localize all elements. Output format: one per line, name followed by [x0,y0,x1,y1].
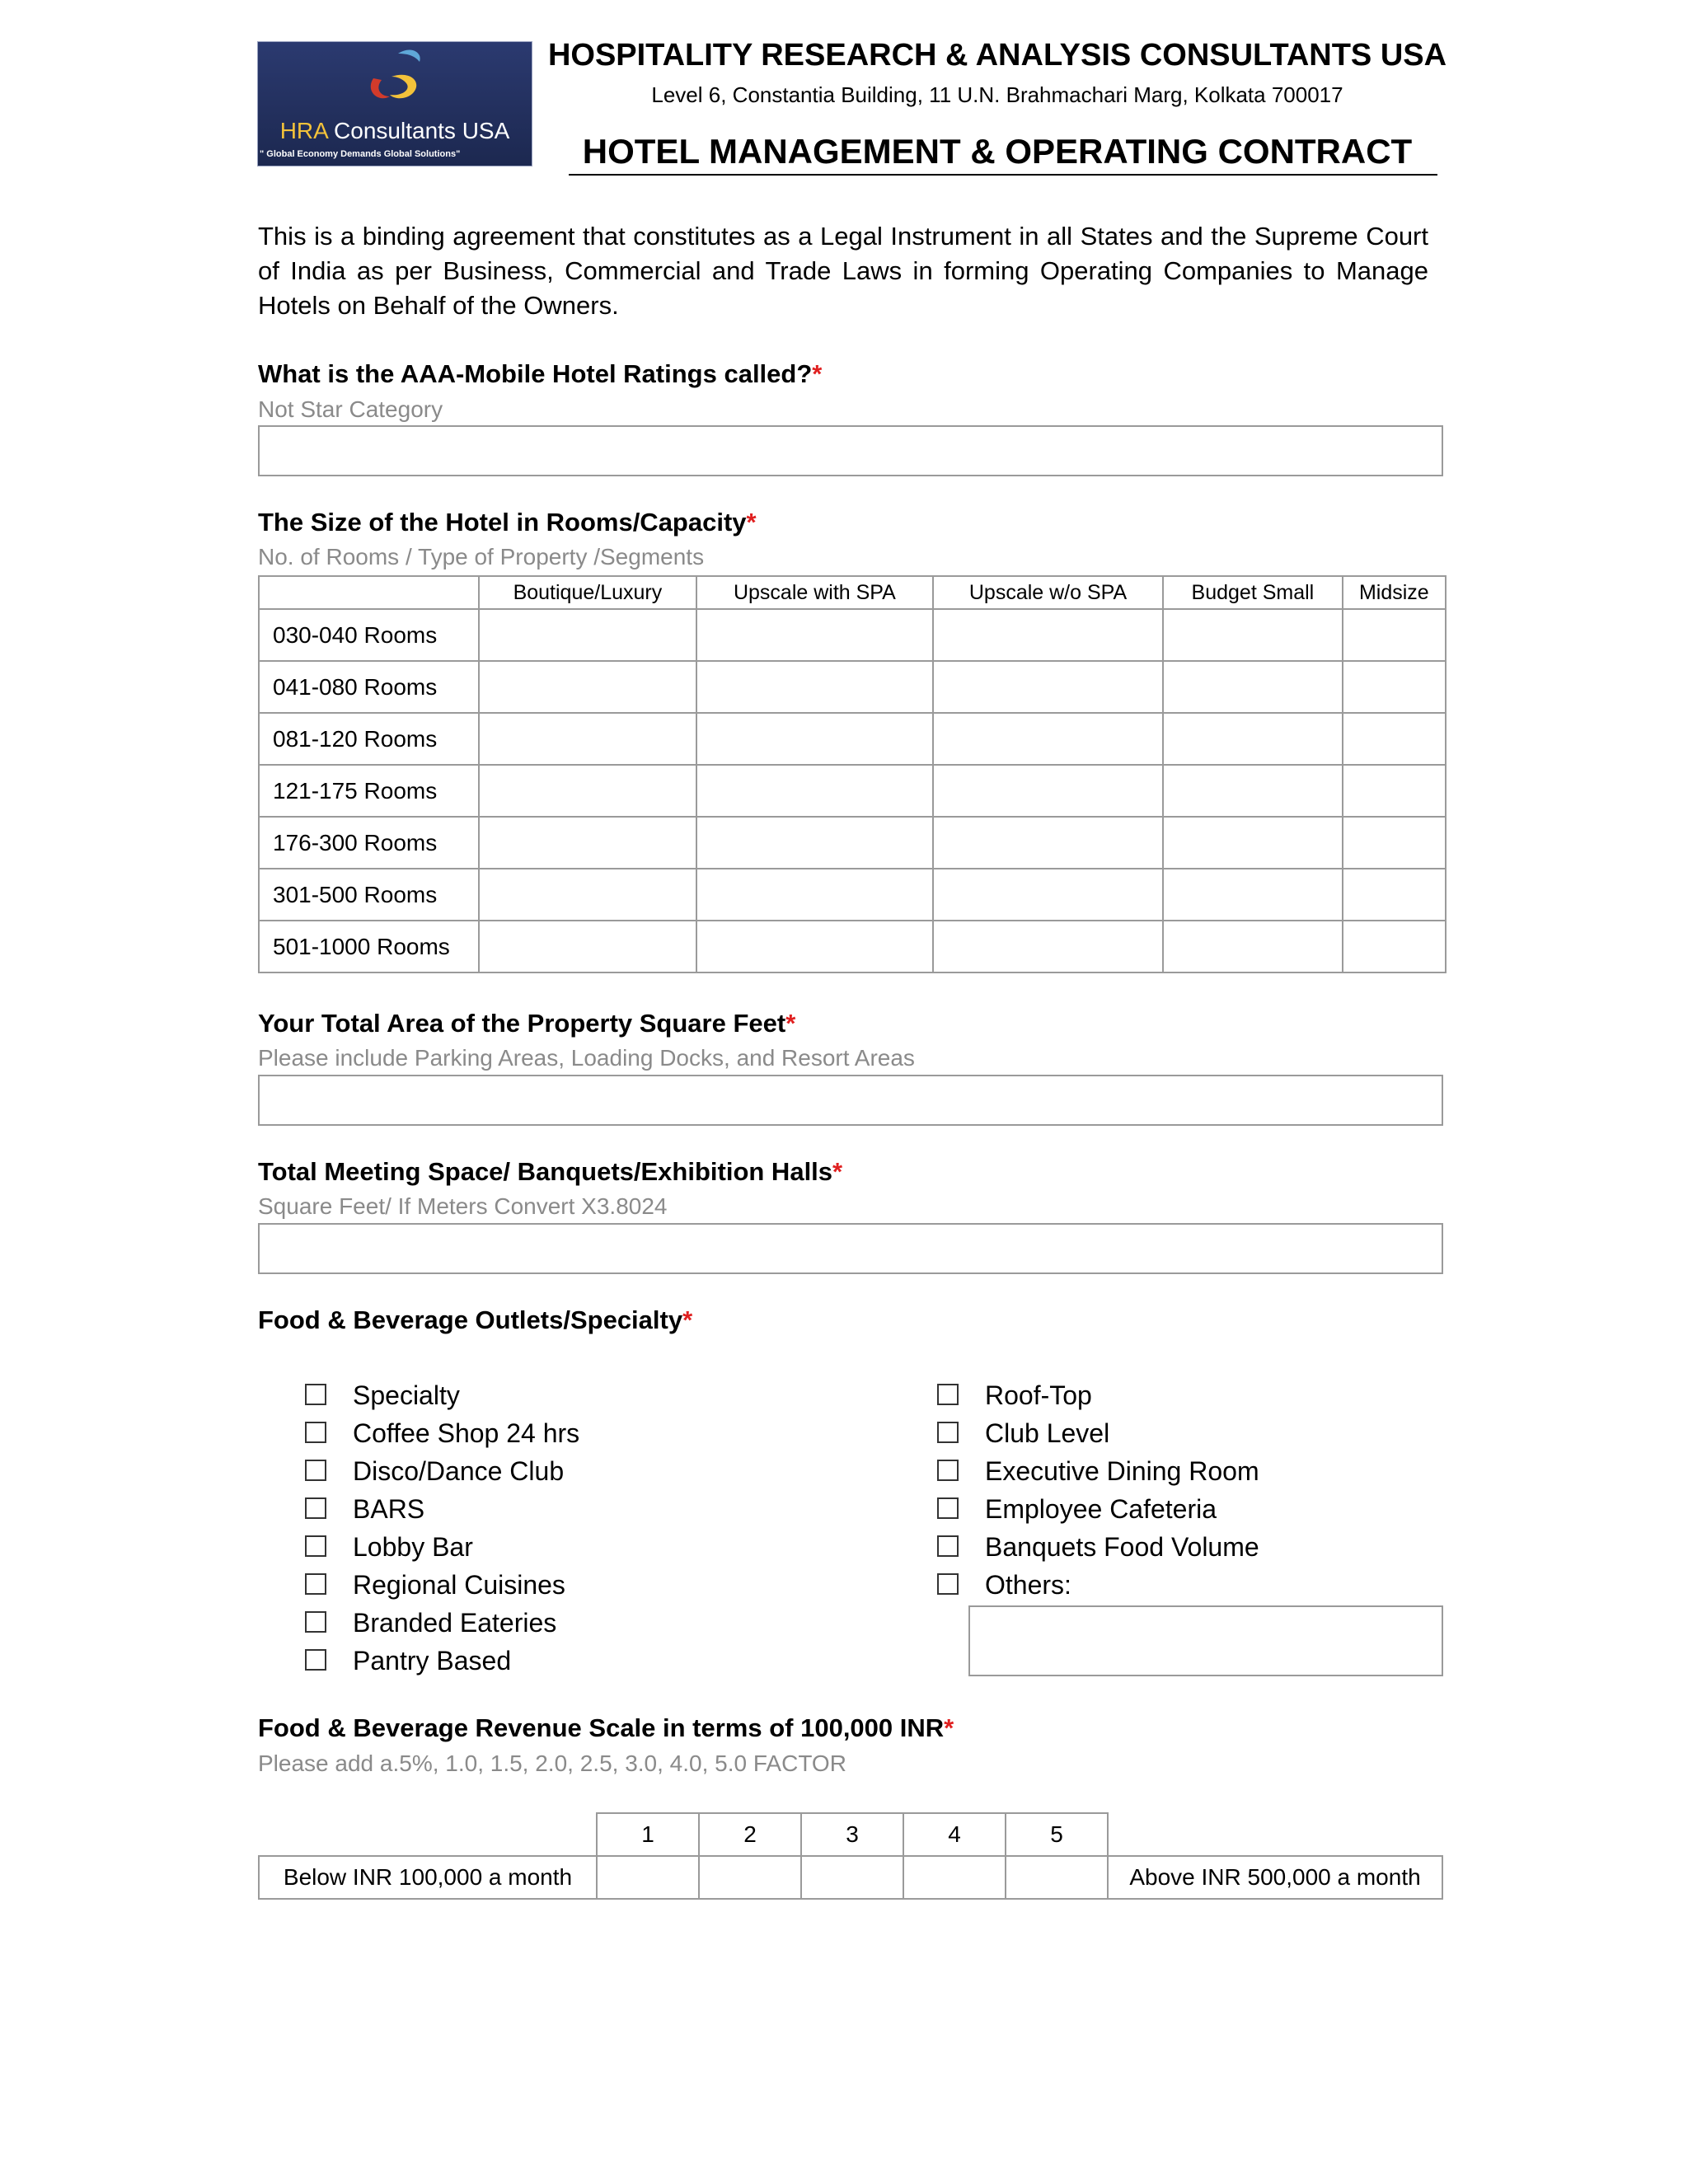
size-cell[interactable] [479,869,696,921]
size-cell[interactable] [479,609,696,661]
size-cell[interactable] [933,765,1163,817]
meeting-input[interactable] [258,1223,1443,1274]
scale-number: 1 [597,1813,699,1856]
fb-option[interactable]: Executive Dining Room [937,1452,1259,1490]
size-cell[interactable] [933,713,1163,765]
scale-cell[interactable] [801,1856,903,1899]
intro-paragraph: This is a binding agreement that constitutes as a Legal Instrument in all States and the Supreme Court of India as per Business, Commercial and Trade Laws in forming Operating Companies to Manage Hotels on Behalf of the Owners. [258,222,1428,320]
checkbox-icon[interactable] [305,1573,326,1595]
scale-number: 2 [699,1813,801,1856]
scale-number: 4 [903,1813,1006,1856]
size-col-header: Boutique/Luxury [479,576,696,609]
size-cell[interactable] [696,817,933,869]
fb-options-left [305,1376,579,1680]
fb-option[interactable]: Lobby Bar [305,1528,579,1566]
size-table-row [259,869,1446,921]
checkbox-icon[interactable] [937,1460,959,1481]
size-hint: No. of Rooms / Type of Property /Segments [258,544,705,569]
size-cell[interactable] [696,765,933,817]
scale-cell[interactable] [1006,1856,1108,1899]
size-row-label: 176-300 Rooms [259,817,479,869]
size-cell[interactable] [479,921,696,972]
checkbox-icon[interactable] [305,1649,326,1671]
size-cell[interactable] [933,817,1163,869]
size-cell[interactable] [933,609,1163,661]
meeting-hint: Square Feet/ If Meters Convert X3.8024 [258,1193,668,1219]
scale-high-label: Above INR 500,000 a month [1108,1856,1442,1899]
size-cell[interactable] [1163,713,1343,765]
revenue-hint: Please add a.5%, 1.0, 1.5, 2.0, 2.5, 3.0, 4.0, 5.0 FACTOR [258,1750,846,1776]
size-cell[interactable] [1163,817,1343,869]
fb-option[interactable]: Club Level [937,1414,1259,1452]
document-title: HOTEL MANAGEMENT & OPERATING CONTRACT [582,132,1413,171]
size-table-row [259,817,1446,869]
organization-name: HOSPITALITY RESEARCH & ANALYSIS CONSULTANTS USA [547,38,1447,73]
rating-hint: Not Star Category [258,396,443,422]
size-col-header: Upscale with SPA [696,576,933,609]
size-row-label: 081-120 Rooms [259,713,479,765]
fb-option[interactable]: Employee Cafeteria [937,1490,1259,1528]
fb-option[interactable]: Regional Cuisines [305,1566,579,1604]
size-cell[interactable] [479,817,696,869]
size-cell[interactable] [1343,609,1446,661]
fb-option[interactable]: Disco/Dance Club [305,1452,579,1490]
scale-value-row [259,1856,1442,1899]
scale-cell[interactable] [903,1856,1006,1899]
scale-number-row [259,1813,1442,1856]
size-row-label: 030-040 Rooms [259,609,479,661]
size-row-label: 121-175 Rooms [259,765,479,817]
company-logo [257,41,532,166]
size-cell[interactable] [696,609,933,661]
logo-tagline: " Global Economy Demands Global Solutions" [260,149,461,159]
checkbox-icon[interactable] [937,1497,959,1519]
size-question: The Size of the Hotel in Rooms/Capacity* [258,508,757,537]
size-cell[interactable] [479,661,696,713]
size-cell[interactable] [1343,869,1446,921]
area-hint: Please include Parking Areas, Loading Docks, and Resort Areas [258,1045,915,1071]
checkbox-icon[interactable] [305,1611,326,1633]
size-cell[interactable] [1163,609,1343,661]
area-question: Your Total Area of the Property Square Feet* [258,1009,796,1038]
fb-options-right [937,1376,1259,1604]
size-cell[interactable] [933,921,1163,972]
size-cell[interactable] [1163,921,1343,972]
fb-option[interactable]: BARS [305,1490,579,1528]
fb-option-others[interactable]: Others: [937,1566,1259,1604]
scale-number: 3 [801,1813,903,1856]
size-col-header: Budget Small [1163,576,1343,609]
fb-option[interactable]: Roof-Top [937,1376,1259,1414]
header-rule [569,174,1437,176]
size-table-corner [259,576,479,609]
scale-cell[interactable] [597,1856,699,1899]
fb-option[interactable]: Branded Eateries [305,1604,579,1642]
checkbox-icon[interactable] [937,1573,959,1595]
size-col-header: Upscale w/o SPA [933,576,1163,609]
checkbox-icon[interactable] [305,1497,326,1519]
fb-option[interactable]: Coffee Shop 24 hrs [305,1414,579,1452]
size-cell[interactable] [696,921,933,972]
size-cell[interactable] [1163,661,1343,713]
scale-cell[interactable] [699,1856,801,1899]
meeting-question: Total Meeting Space/ Banquets/Exhibition Halls* [258,1157,843,1186]
checkbox-icon[interactable] [305,1422,326,1443]
checkbox-icon[interactable] [305,1384,326,1405]
organization-address: Level 6, Constantia Building, 11 U.N. Brahmachari Marg, Kolkata 700017 [651,82,1343,107]
size-row-label: 041-080 Rooms [259,661,479,713]
size-cell[interactable] [696,661,933,713]
fb-option[interactable]: Specialty [305,1376,579,1414]
size-row-label: 301-500 Rooms [259,869,479,921]
size-cell[interactable] [1343,661,1446,713]
size-cell[interactable] [933,661,1163,713]
fb-question: Food & Beverage Outlets/Specialty* [258,1305,693,1334]
checkbox-icon[interactable] [937,1535,959,1557]
rating-question: What is the AAA-Mobile Hotel Ratings called?* [258,359,823,388]
size-cell[interactable] [1343,713,1446,765]
logo-brand: HRA Consultants USA [279,118,510,143]
size-cell[interactable] [696,869,933,921]
logo-swirl-icon [340,45,448,120]
area-input[interactable] [258,1075,1443,1126]
size-cell[interactable] [479,765,696,817]
fb-option[interactable]: Pantry Based [305,1642,579,1680]
size-col-header: Midsize [1343,576,1446,609]
size-table-row [259,713,1446,765]
checkbox-icon[interactable] [937,1422,959,1443]
size-cell[interactable] [1163,869,1343,921]
revenue-question: Food & Beverage Revenue Scale in terms of 100,000 INR* [258,1713,954,1742]
size-row-label: 501-1000 Rooms [259,921,479,972]
size-table-row [259,609,1446,661]
size-table-row [259,921,1446,972]
scale-number: 5 [1006,1813,1108,1856]
rating-input[interactable] [258,425,1443,476]
size-table-row [259,661,1446,713]
revenue-scale-table [258,1812,1443,1900]
size-cell[interactable] [1343,921,1446,972]
size-table [258,575,1447,973]
fb-option[interactable]: Banquets Food Volume [937,1528,1259,1566]
checkbox-icon[interactable] [305,1460,326,1481]
size-cell[interactable] [696,713,933,765]
size-cell[interactable] [933,869,1163,921]
scale-low-label: Below INR 100,000 a month [259,1856,597,1899]
size-cell[interactable] [1343,817,1446,869]
size-cell[interactable] [1163,765,1343,817]
size-table-header [259,576,1446,609]
size-table-row [259,765,1446,817]
checkbox-icon[interactable] [305,1535,326,1557]
size-cell[interactable] [1343,765,1446,817]
size-cell[interactable] [479,713,696,765]
others-input[interactable] [968,1605,1443,1676]
checkbox-icon[interactable] [937,1384,959,1405]
